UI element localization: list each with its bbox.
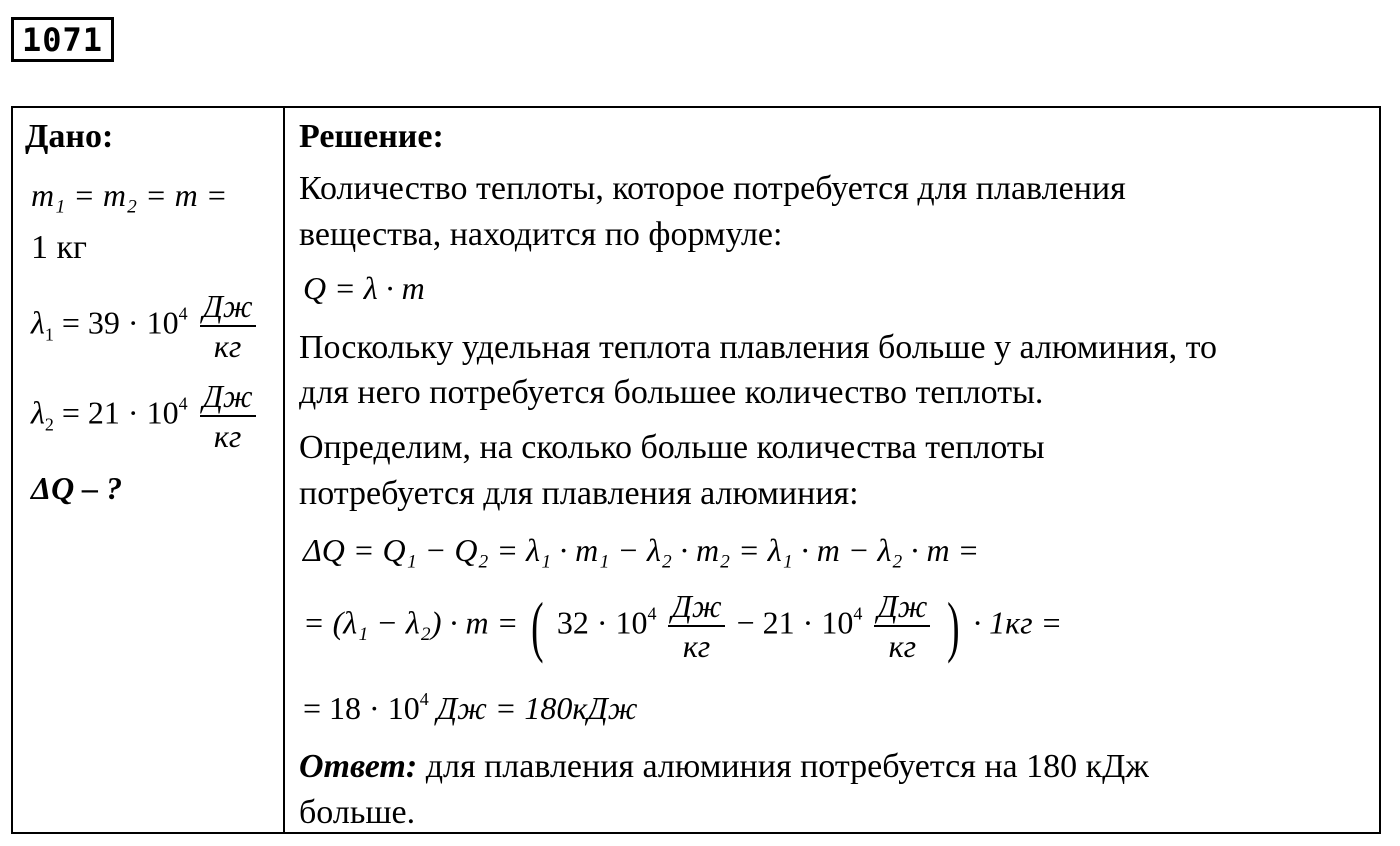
lambda2-coef: = 21 · 10 (61, 394, 179, 431)
solution-header: Решение: (299, 118, 444, 155)
answer-text: для плавления алюминия потребуется на 180 кДж (417, 748, 1149, 785)
calc-line-2-minus: − 21 · 10 (736, 604, 854, 641)
lambda1-coef: = 39 · 10 (61, 304, 179, 341)
lambda1-line (31, 290, 260, 362)
lambda1-exp: 4 (178, 303, 188, 324)
paragraph-1-line-1: Количество теплоты, которое потребуется для плавления (299, 170, 1126, 207)
lambda1-unit (200, 290, 256, 362)
mass-equation: m₁ = m₂ = m = (31, 177, 228, 213)
lambda2-line (31, 380, 260, 452)
calc-line-2 (303, 587, 1063, 664)
calc-line-3-a: = 18 · 10 (303, 690, 420, 726)
calc-line-2-a-exp: 4 (647, 603, 657, 624)
lambda2-symbol: λ (31, 394, 45, 431)
given-header: Дано: (25, 118, 114, 155)
calc-line-3-b: Дж = 180кДж (428, 690, 638, 726)
answer-label: Ответ: (299, 748, 418, 785)
lambda2-sub: 2 (44, 414, 54, 435)
paragraph-1-line-2: вещества, находится по формуле: (299, 216, 783, 253)
calc-unit-b-num: Дж (874, 590, 930, 627)
calc-line-2-suffix: · 1кг = (973, 604, 1063, 641)
paragraph-3-line-2: потребуется для плавления алюминия: (299, 475, 859, 512)
close-paren: ) (947, 587, 960, 664)
answer-line-2: больше. (299, 794, 416, 831)
lambda1-unit-num: Дж (200, 290, 256, 327)
lambda1-unit-den: кг (213, 328, 242, 364)
problem-number: 1071 (11, 17, 114, 62)
open-paren: ( (531, 587, 544, 664)
paragraph-2-line-2: для него потребуется большее количество теплоты. (299, 374, 1044, 411)
lambda1-symbol: λ (31, 304, 45, 341)
calc-unit-b-den: кг (888, 628, 917, 664)
calc-line-2-unit-a (668, 590, 724, 662)
lambda2-unit-den: кг (213, 418, 242, 454)
paragraph-2-line-1: Поскольку удельная теплота плавления больше у алюминия, то (299, 329, 1218, 366)
calc-line-2-prefix: = (λ₁ − λ₂) · m = (303, 604, 519, 641)
calc-line-3 (303, 689, 638, 726)
lambda1-sub: 1 (44, 324, 54, 345)
calc-unit-a-den: кг (682, 628, 711, 664)
calc-line-1: ΔQ = Q₁ − Q₂ = λ₁ · m₁ − λ₂ · m₂ = λ₁ · m − λ₂ · m = (303, 532, 980, 568)
formula-q: Q = λ · m (303, 270, 425, 306)
calc-line-2-b-exp: 4 (853, 603, 863, 624)
lambda2-exp: 4 (178, 393, 188, 414)
answer-line-1 (299, 744, 1149, 790)
mass-value: 1 кг (31, 229, 87, 266)
find-quantity: ΔQ – ? (31, 470, 123, 506)
calc-line-3-exp: 4 (419, 689, 429, 709)
lambda2-unit (200, 380, 256, 452)
calc-line-2-unit-b (874, 590, 930, 662)
column-divider (283, 106, 285, 834)
calc-unit-a-num: Дж (668, 590, 724, 627)
lambda2-unit-num: Дж (200, 380, 256, 417)
calc-line-2-a: 32 · 10 (556, 604, 648, 641)
paragraph-3-line-1: Определим, на сколько больше количества теплоты (299, 429, 1045, 466)
